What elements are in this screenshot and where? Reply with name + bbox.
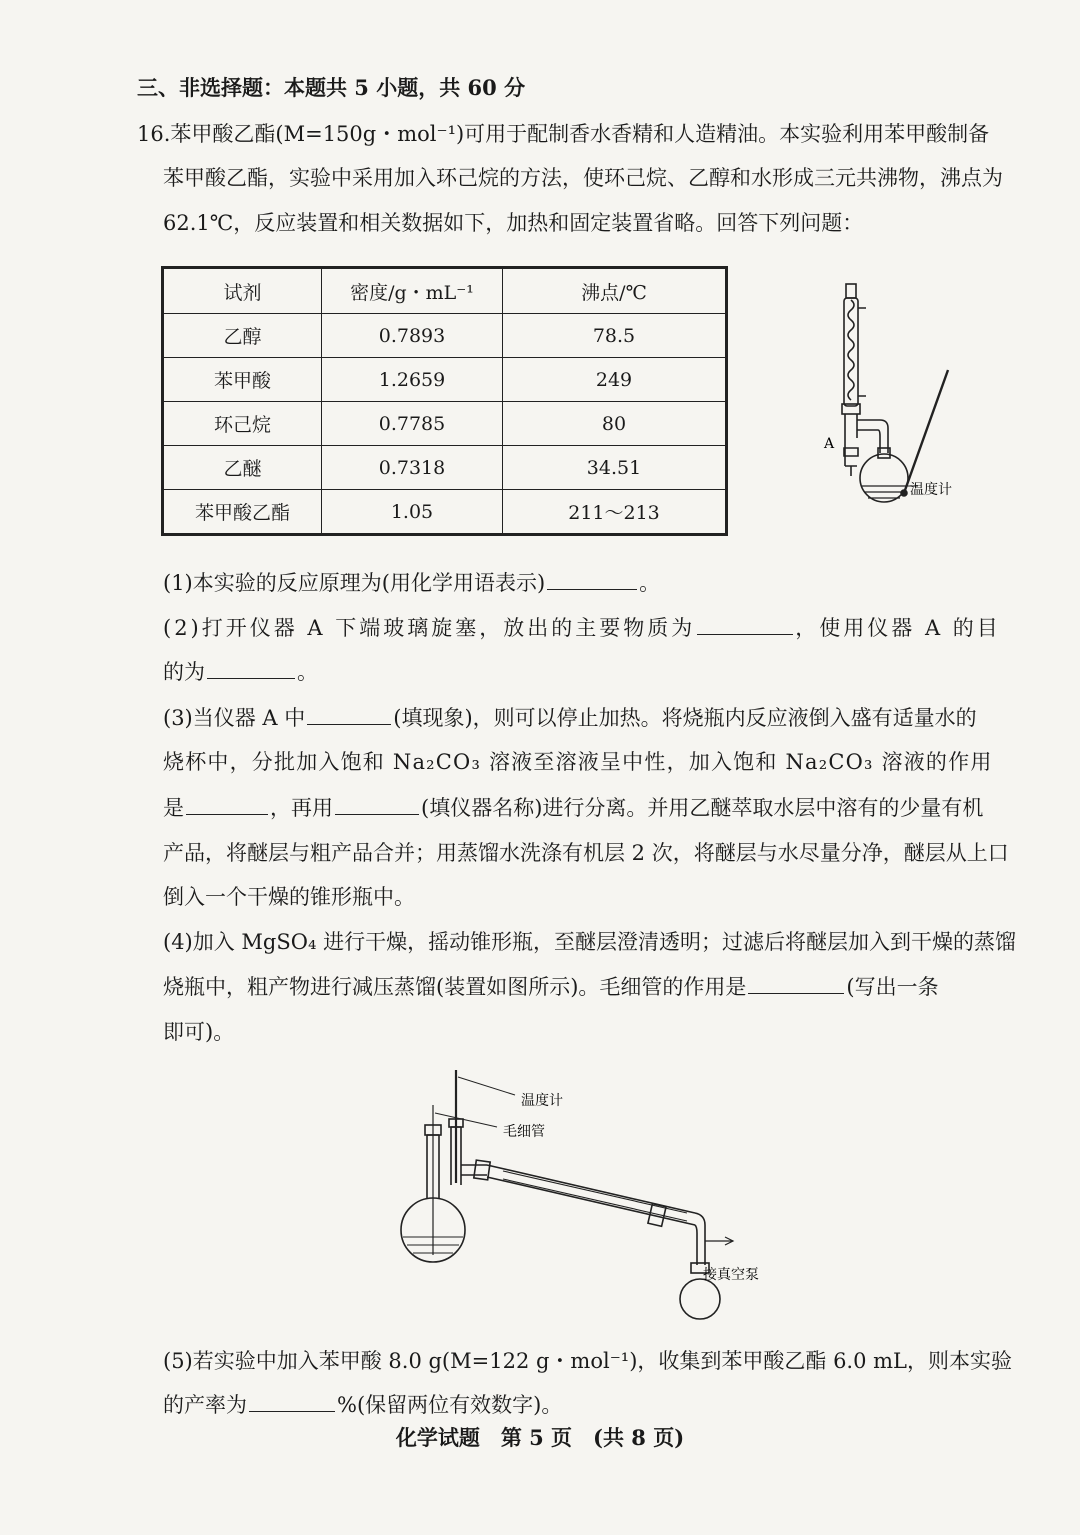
q16-part-3-line-4: 产品，将醚层与粗产品合并；用蒸馏水洗涤有机层 2 次，将醚层与水尽量分净，醚层从上口	[163, 841, 1009, 865]
table-cell: 环己烷	[164, 402, 322, 446]
answer-blank-3b[interactable]	[186, 792, 268, 815]
part-3-text-c: 是	[163, 796, 184, 820]
part-2-end: 。	[297, 660, 318, 684]
table-cell: 乙醚	[164, 446, 322, 490]
part-2-text-end: ，使用仪器 A 的目	[795, 616, 1001, 640]
table-cell: 1.05	[322, 490, 503, 534]
part-5-text-a: 的产率为	[163, 1393, 247, 1417]
table-row	[164, 402, 726, 446]
q16-part-2-line-1	[163, 612, 1031, 644]
part-5-text-b: %(保留两位有效数字)。	[337, 1393, 563, 1417]
section-title: 三、非选择题：本题共 5 小题，共 60 分	[137, 75, 526, 100]
table-cell: 0.7318	[322, 446, 503, 490]
table-cell: 乙醇	[164, 314, 322, 358]
vacuum-distillation-figure	[395, 1065, 775, 1330]
table-cell: 249	[503, 358, 726, 402]
part-1-end: 。	[639, 571, 661, 595]
part-2-text: (2)打开仪器 A 下端玻璃旋塞，放出的主要物质为	[163, 616, 696, 640]
part-1-text: (1)本实验的反应原理为(用化学用语表示)	[163, 571, 546, 595]
table-cell: 80	[503, 402, 726, 446]
table-cell: 78.5	[503, 314, 726, 358]
answer-blank-4[interactable]	[748, 971, 844, 994]
answer-blank-2b[interactable]	[207, 656, 295, 679]
part-4-text-a: 烧瓶中，粗产物进行减压蒸馏(装置如图所示)。毛细管的作用是	[163, 975, 747, 999]
q16-intro-line-2: 苯甲酸乙酯，实验中采用加入环己烷的方法，使环己烷、乙醇和水形成三元共沸物，沸点为	[163, 166, 1003, 190]
table-row	[164, 314, 726, 358]
q16-part-3-line-1	[163, 702, 1031, 734]
part-4-text-b: (写出一条	[846, 975, 939, 999]
q16-part-5-line-2	[163, 1389, 1031, 1421]
table-cell: 苯甲酸乙酯	[164, 490, 322, 534]
q16-part-3-line-5: 倒入一个干燥的锥形瓶中。	[163, 885, 415, 909]
answer-blank-3a[interactable]	[307, 702, 391, 725]
reflux-apparatus-figure	[800, 278, 970, 528]
label-capillary: 毛细管	[503, 1124, 545, 1140]
part-3-text-d: ，再用	[270, 796, 333, 820]
table-row	[164, 490, 726, 534]
table-header-cell: 密度/g・mL⁻¹	[322, 269, 503, 314]
q16-part-3-line-2: 烧杯中，分批加入饱和 Na₂CO₃ 溶液至溶液呈中性，加入饱和 Na₂CO₃ 溶液的作用	[163, 750, 993, 774]
table-header-row	[164, 269, 726, 314]
table-cell: 0.7893	[322, 314, 503, 358]
table-header-cell: 沸点/℃	[503, 269, 726, 314]
answer-blank-2a[interactable]	[697, 612, 793, 635]
q16-part-5-line-1: (5)若实验中加入苯甲酸 8.0 g(M=122 g・mol⁻¹)，收集到苯甲酸乙酯 6.0 mL，则本实验	[163, 1349, 1013, 1373]
table-cell: 1.2659	[322, 358, 503, 402]
part-3-text-b: (填现象)，则可以停止加热。将烧瓶内反应液倒入盛有适量水的	[393, 706, 977, 730]
label-a: A	[824, 436, 835, 452]
q16-part-4-line-3: 即可)。	[163, 1020, 235, 1044]
table-row	[164, 446, 726, 490]
table-header-cell: 试剂	[164, 269, 322, 314]
q16-intro-line-1: 16.苯甲酸乙酯(M=150g・mol⁻¹)可用于配制香水香精和人造精油。本实验利用苯甲酸制备	[137, 122, 990, 146]
q16-part-4-line-2	[163, 971, 1031, 1003]
q16-intro-line-3: 62.1℃，反应装置和相关数据如下，加热和固定装置省略。回答下列问题：	[163, 211, 864, 235]
q16-part-3-line-3	[163, 792, 1031, 824]
part-3-text-e: (填仪器名称)进行分离。并用乙醚萃取水层中溶有的少量有机	[421, 796, 984, 820]
answer-blank-3c[interactable]	[335, 792, 419, 815]
q16-part-4-line-1: (4)加入 MgSO₄ 进行干燥，摇动锥形瓶，至醚层澄清透明；过滤后将醚层加入到干燥的蒸馏	[163, 930, 1017, 954]
answer-blank-1[interactable]	[547, 567, 637, 590]
table-cell: 34.51	[503, 446, 726, 490]
q16-part-2-line-2	[163, 656, 1031, 688]
reagent-data-table	[163, 268, 726, 534]
table-cell: 211～213	[503, 490, 726, 534]
page-footer: 化学试题 第 5 页 (共 8 页)	[395, 1425, 685, 1450]
table-cell: 0.7785	[322, 402, 503, 446]
label-thermometer-2: 温度计	[521, 1093, 563, 1109]
part-3-text-a: (3)当仪器 A 中	[163, 706, 306, 730]
answer-blank-5[interactable]	[249, 1389, 335, 1412]
table-cell: 苯甲酸	[164, 358, 322, 402]
label-thermometer: 温度计	[910, 482, 952, 498]
label-vacuum-pump: 接真空泵	[703, 1267, 759, 1283]
part-2-text-2: 的为	[163, 660, 205, 684]
table-row	[164, 358, 726, 402]
q16-part-1	[163, 567, 1031, 599]
